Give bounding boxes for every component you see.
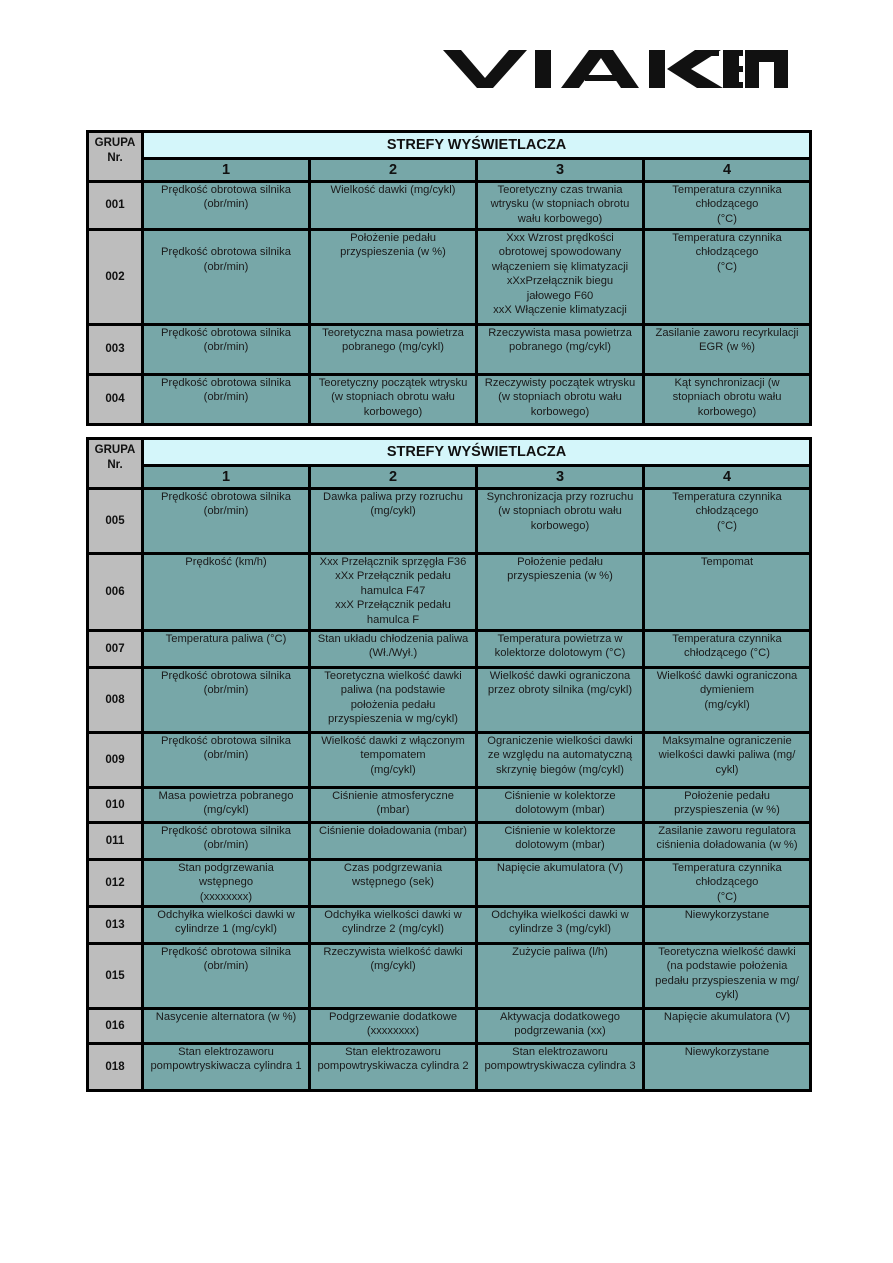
cell-text-line: cylindrze 1 (mg/cykl) [175, 923, 277, 936]
table-title: STREFY WYŚWIETLACZA [144, 133, 809, 157]
cell-text-line: korbowego) [697, 405, 757, 418]
viaken-logo [443, 48, 788, 88]
group-number: 018 [89, 1045, 141, 1089]
cell-text-line: Wielkość dawki ograniczona [656, 670, 798, 682]
zone-4-cell [645, 734, 809, 786]
zone-2-cell [311, 945, 475, 1007]
group-number: 001 [89, 183, 141, 228]
cell-text-line: stopniach obrotu wału [672, 391, 782, 404]
cell-text-line: Masa powietrza pobranego [158, 790, 294, 802]
cell-text-line: GRUPA [94, 137, 136, 149]
table-title: STREFY WYŚWIETLACZA [144, 440, 809, 464]
cell-text-line: Niewykorzystane [684, 909, 770, 921]
cell-text-line: Kąt synchronizacji (w [674, 377, 780, 389]
zone-4-cell [645, 555, 809, 629]
zone-2-cell [311, 490, 475, 552]
cell-text-line: Prędkość obrotowa silnika [161, 246, 291, 259]
column-number-3: 3 [478, 160, 642, 180]
cell-text-line: Nr. [107, 152, 123, 164]
cell-text-line: Rzeczywista masa powietrza [488, 327, 632, 339]
cell-text-line: Ograniczenie wielkości dawki [487, 735, 633, 747]
zone-1-cell [144, 490, 308, 552]
zone-3-cell [478, 734, 642, 786]
cell-text-line: hamulca F [366, 613, 420, 626]
cell-text-line: (obr/min) [203, 839, 249, 852]
cell-text-line: tempomatem [360, 749, 426, 762]
cell-text-line: cylindrze 2 (mg/cykl) [342, 923, 444, 936]
cell-text-line: (°C) [716, 890, 737, 903]
cell-text-line: Temperatura powietrza w [497, 633, 623, 645]
cell-text-line: cykl) [715, 763, 739, 776]
cell-text-line: (obr/min) [203, 341, 249, 354]
zone-3-cell [478, 1010, 642, 1042]
cell-text-line: (mbar) [376, 804, 410, 817]
zone-2-cell [311, 861, 475, 905]
cell-text-line: Ciśnienie atmosferyczne [332, 790, 454, 802]
zone-3-cell [478, 908, 642, 942]
cell-text-line: Rzeczywista wielkość dawki [323, 946, 463, 958]
cell-text-line: Stan elektrozaworu [512, 1046, 608, 1058]
cell-text-line: Położenie pedału [350, 232, 436, 244]
cell-text-line: Napięcie akumulatora (V) [496, 862, 624, 874]
cell-text-line: pompowtryskiwacza cylindra 2 [317, 1060, 469, 1073]
table-row [89, 1045, 809, 1089]
cell-text-line: paliwa (na podstawie [340, 684, 446, 697]
cell-text-line: EGR (w %) [699, 341, 755, 354]
cell-text-line: Prędkość (km/h) [185, 556, 267, 568]
cell-text-line: Prędkość obrotowa silnika [161, 735, 291, 747]
group-number: 011 [89, 824, 141, 858]
zone-2-cell [311, 376, 475, 423]
zone-4-cell [645, 490, 809, 552]
cell-text-line: Prędkość obrotowa silnika [161, 377, 291, 389]
table-row [89, 326, 809, 373]
cell-text-line: chłodzącego [695, 876, 759, 889]
cell-text-line: Teoretyczny początek wtrysku [318, 377, 468, 389]
zone-1-cell [144, 1010, 308, 1042]
cell-text-line: Odchyłka wielkości dawki w [324, 909, 462, 921]
cell-text-line: Stan układu chłodzenia paliwa [317, 633, 469, 645]
cell-text-line: Prędkość obrotowa silnika [161, 946, 291, 958]
zone-1-cell [144, 376, 308, 423]
cell-text-line: pobranego (mg/cykl) [342, 341, 444, 354]
cell-text-line: przyspieszenia (w %) [674, 804, 780, 817]
cell-text-line: Ciśnienie doładowania (mbar) [319, 825, 467, 837]
cell-text-line: podgrzewania (xx) [514, 1025, 606, 1038]
zone-2-cell [311, 908, 475, 942]
cell-text-line: Położenie pedału [684, 790, 770, 802]
cell-text-line: Tempomat [700, 556, 754, 568]
zone-2-cell [311, 555, 475, 629]
cell-text-line: Niewykorzystane [684, 1046, 770, 1058]
cell-text-line: (mg/cykl) [370, 960, 416, 973]
table-row [89, 555, 809, 629]
zone-2-cell [311, 183, 475, 228]
cell-text-line: korbowego) [530, 405, 590, 418]
group-number: 008 [89, 669, 141, 731]
group-number: 002 [89, 231, 141, 323]
cell-text-line: przyspieszenia (w %) [340, 246, 446, 259]
zone-4-cell [645, 908, 809, 942]
cell-text-line: wstępnego [198, 876, 254, 889]
cell-text-line: Xxx Wzrost prędkości [506, 232, 614, 244]
zone-2-cell [311, 632, 475, 666]
table-row [89, 376, 809, 423]
zone-4-cell [645, 945, 809, 1007]
cell-text-line: (obr/min) [203, 684, 249, 697]
group-number: 009 [89, 734, 141, 786]
cell-text-line: xxX Włączenie klimatyzacji [493, 304, 627, 317]
cell-text-line: Czas podgrzewania [343, 862, 443, 874]
zone-1-cell [144, 734, 308, 786]
cell-text-line: położenia pedału [350, 698, 436, 711]
cell-text-line: dymieniem [699, 684, 755, 697]
cell-text-line: (obr/min) [203, 391, 249, 404]
cell-text-line: dolotowym (mbar) [515, 839, 605, 852]
cell-text-line: GRUPA [94, 444, 136, 456]
zone-3-cell [478, 789, 642, 821]
cell-text-line: xXx Przełącznik pedału [335, 570, 451, 583]
cell-text-line: Stan elektrozaworu [345, 1046, 441, 1058]
zone-1-cell [144, 231, 308, 323]
cell-text-line: przez obroty silnika (mg/cykl) [487, 684, 633, 697]
group-number: 007 [89, 632, 141, 666]
cell-text-line: skrzynię biegów (mg/cykl) [495, 763, 625, 776]
cell-text-line: Odchyłka wielkości dawki w [491, 909, 629, 921]
cell-text-line: Zasilanie zaworu regulatora [658, 825, 796, 837]
cell-text-line: Stan podgrzewania [178, 862, 274, 874]
zone-4-cell [645, 861, 809, 905]
zone-3-cell [478, 945, 642, 1007]
cell-text-line: Teoretyczny czas trwania [497, 184, 623, 196]
cell-text-line: korbowego) [530, 519, 590, 532]
zone-3-cell [478, 555, 642, 629]
zone-1-cell [144, 326, 308, 373]
cell-text-line: Temperatura czynnika [672, 633, 782, 645]
cell-text-line: Temperatura paliwa (°C) [165, 633, 287, 645]
zone-1-cell [144, 632, 308, 666]
grupa-header [89, 133, 141, 180]
cell-text-line: (mg/cykl) [370, 505, 416, 518]
zone-4-cell [645, 326, 809, 373]
cell-text-line: Napięcie akumulatora (V) [663, 1011, 791, 1023]
cell-text-line: Nr. [107, 459, 123, 471]
table-row [89, 1010, 809, 1042]
zone-4-cell [645, 1045, 809, 1089]
cell-text-line: xXxPrzełącznik biegu [506, 275, 614, 288]
zone-3-cell [478, 861, 642, 905]
group-number: 005 [89, 490, 141, 552]
zone-3-cell [478, 326, 642, 373]
zone-4-cell [645, 231, 809, 323]
cell-text-line: Ciśnienie w kolektorze [504, 790, 616, 802]
cell-text-line: Prędkość obrotowa silnika [161, 491, 291, 503]
zone-3-cell [478, 632, 642, 666]
cell-text-line: wielkości dawki paliwa (mg/ [658, 749, 796, 762]
zone-4-cell [645, 669, 809, 731]
cell-text-line: kolektorze dolotowym (°C) [494, 647, 626, 660]
cell-text-line: (°C) [716, 519, 737, 532]
group-number: 010 [89, 789, 141, 821]
cell-text-line: pedału przyspieszenia w mg/ [655, 974, 799, 987]
cell-text-line: Wielkość dawki ograniczona [489, 670, 631, 682]
cell-text-line: (Wł./Wył.) [368, 647, 418, 660]
cell-text-line: ciśnienia doładowania (w %) [656, 839, 798, 852]
cell-text-line: Wielkość dawki z włączonym [321, 735, 465, 747]
cell-text-line: (na podstawie położenia [666, 960, 788, 973]
cell-text-line: cykl) [715, 989, 739, 1002]
zone-4-cell [645, 824, 809, 858]
cell-text-line: (w stopniach obrotu wału [331, 391, 455, 404]
cell-text-line: (obr/min) [203, 198, 249, 211]
table-row [89, 945, 809, 1007]
group-number: 012 [89, 861, 141, 905]
cell-text-line: (°C) [716, 212, 737, 225]
zone-3-cell [478, 183, 642, 228]
column-number-4: 4 [645, 160, 809, 180]
cell-text-line: hamulca F47 [360, 584, 426, 597]
cell-text-line: chłodzącego [695, 198, 759, 211]
cell-text-line: (xxxxxxxx) [366, 1025, 420, 1038]
zone-4-cell [645, 632, 809, 666]
cell-text-line: (obr/min) [203, 960, 249, 973]
cell-text-line: Odchyłka wielkości dawki w [157, 909, 295, 921]
zone-2-cell [311, 669, 475, 731]
column-number-3: 3 [478, 467, 642, 487]
cell-text-line: Prędkość obrotowa silnika [161, 327, 291, 339]
zone-4-cell [645, 376, 809, 423]
cell-text-line: Stan elektrozaworu [178, 1046, 274, 1058]
cell-text-line: Teoretyczna wielkość dawki [324, 670, 462, 682]
zone-4-cell [645, 183, 809, 228]
zone-1-cell [144, 945, 308, 1007]
table-group-001-004 [86, 130, 812, 426]
cell-text-line: pompowtryskiwacza cylindra 3 [484, 1060, 636, 1073]
zone-3-cell [478, 824, 642, 858]
table-row [89, 861, 809, 905]
zone-2-cell [311, 231, 475, 323]
cell-text-line: cylindrze 3 (mg/cykl) [509, 923, 611, 936]
zone-1-cell [144, 861, 308, 905]
table-group-005-018 [86, 437, 812, 1092]
cell-text-line: przyspieszenia (w %) [507, 570, 613, 583]
cell-text-line: Temperatura czynnika [672, 232, 782, 244]
cell-text-line: (obr/min) [203, 260, 249, 273]
column-number-2: 2 [311, 160, 475, 180]
zone-3-cell [478, 1045, 642, 1089]
cell-text-line: pobranego (mg/cykl) [509, 341, 611, 354]
cell-text-line: Podgrzewanie dodatkowe [328, 1011, 458, 1023]
cell-text-line: (obr/min) [203, 749, 249, 762]
cell-text-line: obrotowej spowodowany [498, 246, 622, 259]
table-row [89, 734, 809, 786]
table-row [89, 669, 809, 731]
column-number-4: 4 [645, 467, 809, 487]
cell-text-line: Wielkość dawki (mg/cykl) [330, 184, 456, 196]
table-row [89, 231, 809, 323]
cell-text-line: Maksymalne ograniczenie [662, 735, 792, 747]
cell-text-line: Aktywacja dodatkowego [499, 1011, 621, 1023]
cell-text-line: pompowtryskiwacza cylindra 1 [150, 1060, 302, 1073]
cell-text-line: włączeniem się klimatyzacji [491, 260, 629, 273]
cell-text-line: przyspieszenia w mg/cykl) [328, 713, 458, 726]
cell-text-line: (w stopniach obrotu wału [498, 505, 622, 518]
cell-text-line: ze względu na automatyczną [487, 749, 633, 762]
zone-1-cell [144, 183, 308, 228]
zone-2-cell [311, 1045, 475, 1089]
cell-text-line: Prędkość obrotowa silnika [161, 184, 291, 196]
zone-3-cell [478, 376, 642, 423]
table-row [89, 908, 809, 942]
cell-text-line: Temperatura czynnika [672, 491, 782, 503]
cell-text-line: jałowego F60 [526, 289, 594, 302]
group-number: 004 [89, 376, 141, 423]
zone-4-cell [645, 1010, 809, 1042]
cell-text-line: Nasycenie alternatora (w %) [155, 1011, 297, 1023]
cell-text-line: (mg/cykl) [704, 698, 750, 711]
zone-1-cell [144, 669, 308, 731]
table-row [89, 183, 809, 228]
cell-text-line: Zasilanie zaworu recyrkulacji [655, 327, 799, 339]
cell-text-line: (mg/cykl) [370, 763, 416, 776]
group-number: 003 [89, 326, 141, 373]
zone-1-cell [144, 555, 308, 629]
cell-text-line: dolotowym (mbar) [515, 804, 605, 817]
cell-text-line: Teoretyczna masa powietrza [322, 327, 464, 339]
zone-4-cell [645, 789, 809, 821]
zone-3-cell [478, 231, 642, 323]
cell-text-line: Prędkość obrotowa silnika [161, 825, 291, 837]
column-number-1: 1 [144, 467, 308, 487]
cell-text-line: Temperatura czynnika [672, 184, 782, 196]
cell-text-line: wtrysku (w stopniach obrotu [490, 198, 630, 211]
cell-text-line: chłodzącego [695, 505, 759, 518]
zone-2-cell [311, 824, 475, 858]
cell-text-line: Prędkość obrotowa silnika [161, 670, 291, 682]
cell-text-line: (°C) [716, 260, 737, 273]
cell-text-line: korbowego) [363, 405, 423, 418]
cell-text-line: Synchronizacja przy rozruchu [486, 491, 634, 503]
cell-text-line: Teoretyczna wielkość dawki [658, 946, 796, 958]
zone-1-cell [144, 1045, 308, 1089]
group-number: 016 [89, 1010, 141, 1042]
zone-1-cell [144, 789, 308, 821]
table-row [89, 490, 809, 552]
group-number: 006 [89, 555, 141, 629]
group-number: 013 [89, 908, 141, 942]
zone-2-cell [311, 326, 475, 373]
zone-3-cell [478, 669, 642, 731]
table-row [89, 632, 809, 666]
cell-text-line: wstępnego (sek) [351, 876, 435, 889]
cell-text-line: (xxxxxxxx) [199, 890, 253, 903]
zone-2-cell [311, 1010, 475, 1042]
cell-text-line: chłodzącego [695, 246, 759, 259]
cell-text-line: Temperatura czynnika [672, 862, 782, 874]
cell-text-line: Zużycie paliwa (l/h) [512, 946, 608, 958]
cell-text-line: (w stopniach obrotu wału [498, 391, 622, 404]
cell-text-line: Ciśnienie w kolektorze [504, 825, 616, 837]
zone-3-cell [478, 490, 642, 552]
group-number: 015 [89, 945, 141, 1007]
cell-text-line: Dawka paliwa przy rozruchu [323, 491, 463, 503]
cell-text-line: (obr/min) [203, 505, 249, 518]
cell-text-line: Rzeczywisty początek wtrysku [484, 377, 636, 389]
cell-text-line: chłodzącego (°C) [684, 647, 770, 660]
cell-text-line: Xxx Przełącznik sprzęgła F36 [319, 556, 467, 568]
table-row [89, 789, 809, 821]
zone-1-cell [144, 908, 308, 942]
cell-text-line: xxX Przełącznik pedału [335, 599, 451, 612]
cell-text-line: (mg/cykl) [203, 804, 249, 817]
cell-text-line: Położenie pedału [517, 556, 603, 568]
zone-1-cell [144, 824, 308, 858]
zone-2-cell [311, 734, 475, 786]
column-number-1: 1 [144, 160, 308, 180]
grupa-header [89, 440, 141, 487]
cell-text-line: wału korbowego) [517, 212, 603, 225]
zone-2-cell [311, 789, 475, 821]
table-row [89, 824, 809, 858]
column-number-2: 2 [311, 467, 475, 487]
